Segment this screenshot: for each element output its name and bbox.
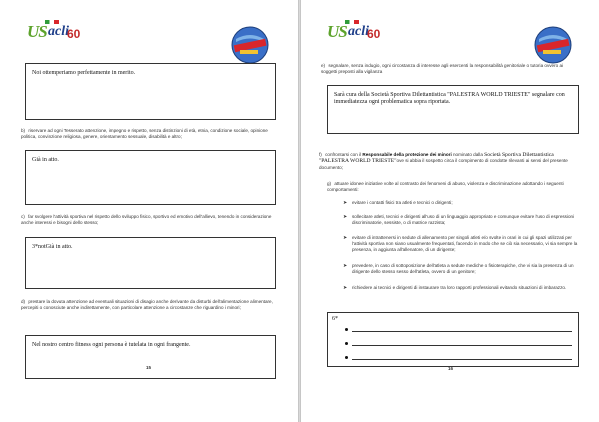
arrow-bullet-icon: ➤ (343, 285, 348, 291)
clause-f-label: f) (319, 152, 322, 157)
bullet-dot-icon (345, 356, 348, 359)
clause-f-society: Società Sportiva Dilettantistica "PALESTRA WORLD TRIESTE" (319, 152, 554, 165)
arrow-bullet-icon: ➤ (343, 214, 348, 220)
blank-line (352, 359, 572, 360)
response-box-h (327, 312, 579, 367)
clause-c-text: far svolgere l'attività sportiva nel rispetto dello sviluppo fisico, sportivo ed emotivo dell'allievo, tenendo in considerazione anche interessi e bisogni dello stesso; (21, 214, 272, 226)
arrow-bullet-icon: ➤ (343, 200, 348, 206)
clause-g-text: attuare idonee iniziative volte al contrasto dei fenomeni di abuso, violenza e discriminazione adottando i seguenti comportamenti: (327, 181, 564, 193)
us-acli-logo (27, 20, 79, 46)
response-label-h: 6* (332, 316, 338, 322)
palestra-world-logo (230, 25, 270, 65)
response-box-a (25, 63, 276, 120)
clause-d (21, 299, 276, 312)
clause-g-label: g) (327, 181, 332, 186)
right-page (301, 0, 599, 422)
response-text-e: Sarà cura della Società Sportiva Dilettantistica "PALESTRA WORLD TRIESTE" segnalare con immediatezza ogni problematica sopra riportata. (334, 92, 565, 105)
clause-d-label: d) (21, 299, 26, 304)
response-text-b: Già in atto. (32, 157, 59, 163)
clause-f-post: ove si abbia il sospetto circa il compimento di condotte rilevanti ai sensi del presente documento; (319, 158, 568, 170)
page-number-right: 16 (448, 366, 454, 371)
clause-c-label: c) (21, 214, 25, 219)
clause-c (21, 214, 276, 227)
clause-g (327, 181, 579, 194)
list-item-text: evitare di intrattenersi in sedute di allenamento per singoli atleti e/o svolte in orari in cui gli spazi utilizzati per l'attività sportiva non siano usualmente frequentati, facendo in modo che se ciò sia necessario, vi sia sempre la presenza, in aggiunta all'allenatore, di un dirigente; (352, 235, 578, 253)
response-box-b (25, 150, 276, 205)
clause-f-mid: nominato dalla (451, 152, 485, 157)
logo-us-text: US (327, 22, 347, 41)
arrow-bullet-icon: ➤ (343, 235, 348, 241)
palestra-world-logo (533, 25, 573, 65)
clause-b-text: riservare ad ogni Tesserato attenzione, impegno e rispetto, senza distinzioni di età, etnia, condizione sociale, opinione politica, convinzione religiosa, genere, orientamento sessuale, disabilità e altro; (21, 128, 268, 140)
clause-b (21, 128, 276, 141)
clause-e-text: segnalare, senza indugio, ogni circostanza di interesse agli esercenti la responsabilità genitoriale o tutoria ovvero ai soggetti preposti alla vigilanza (321, 63, 564, 75)
response-text-d: Nel nostro centro fitness ogni persona è tutelata in ogni frangente. (32, 342, 191, 348)
response-box-c (25, 237, 276, 289)
logo-acli-text: acli (348, 24, 369, 39)
blank-line (352, 331, 572, 332)
response-text-a: Noi ottemperiamo perfettamente in merito. (32, 70, 136, 76)
left-page (0, 0, 298, 422)
clause-b-label: b) (21, 128, 26, 133)
logo-us-text: US (27, 22, 47, 41)
list-item-text: prevedere, in caso di sottoposizione dell'atleta a sedute mediche o fisioterapiche, che vi sia la presenza di un dirigente dello stesso sesso dell'atleta, ovvero di un genitore; (352, 263, 574, 275)
clause-e (321, 63, 579, 76)
response-text-c: 3*notGià in atto. (32, 244, 73, 250)
arrow-bullet-icon: ➤ (343, 263, 348, 269)
blank-line (352, 345, 572, 346)
bullet-dot-icon (345, 342, 348, 345)
clause-f-pre: confrontarsi con il (325, 152, 363, 157)
response-box-e (327, 85, 579, 134)
us-acli-logo (327, 20, 379, 46)
page-number-left: 15 (146, 365, 152, 370)
clause-e-label: e) (321, 63, 326, 68)
logo-sixty-text: 60 (367, 27, 381, 41)
bullet-dot-icon (345, 328, 348, 331)
clause-f-bold: Responsabile della protezione dei minori (362, 152, 452, 157)
logo-acli-text: acli (48, 24, 69, 39)
list-item-text: sollecitare atleti, tecnici e dirigenti all'uso di un linguaggio appropriato e comunque evitare l'uso di espressioni discriminatorie, sessiste, o di matrice razzista; (352, 214, 575, 226)
list-item-text: richiedere ai tecnici e dirigenti di instaurare tra loro rapporti professionali evitando situazioni di imbarazzo. (352, 285, 567, 290)
clause-d-text: prestare la dovuta attenzione ad eventuali situazioni di disagio anche derivante da disturbi dell'alimentazione alimentare, percepiti o conosciute anche indirettamente, con particolare attenzione a circostanze che riguardino i minori; (21, 299, 273, 311)
list-item-text: evitare i contatti fisici tra atleti e tecnici o dirigenti; (352, 200, 453, 205)
logo-sixty-text: 60 (67, 27, 81, 41)
response-box-d (25, 335, 276, 379)
clause-f (319, 152, 579, 171)
